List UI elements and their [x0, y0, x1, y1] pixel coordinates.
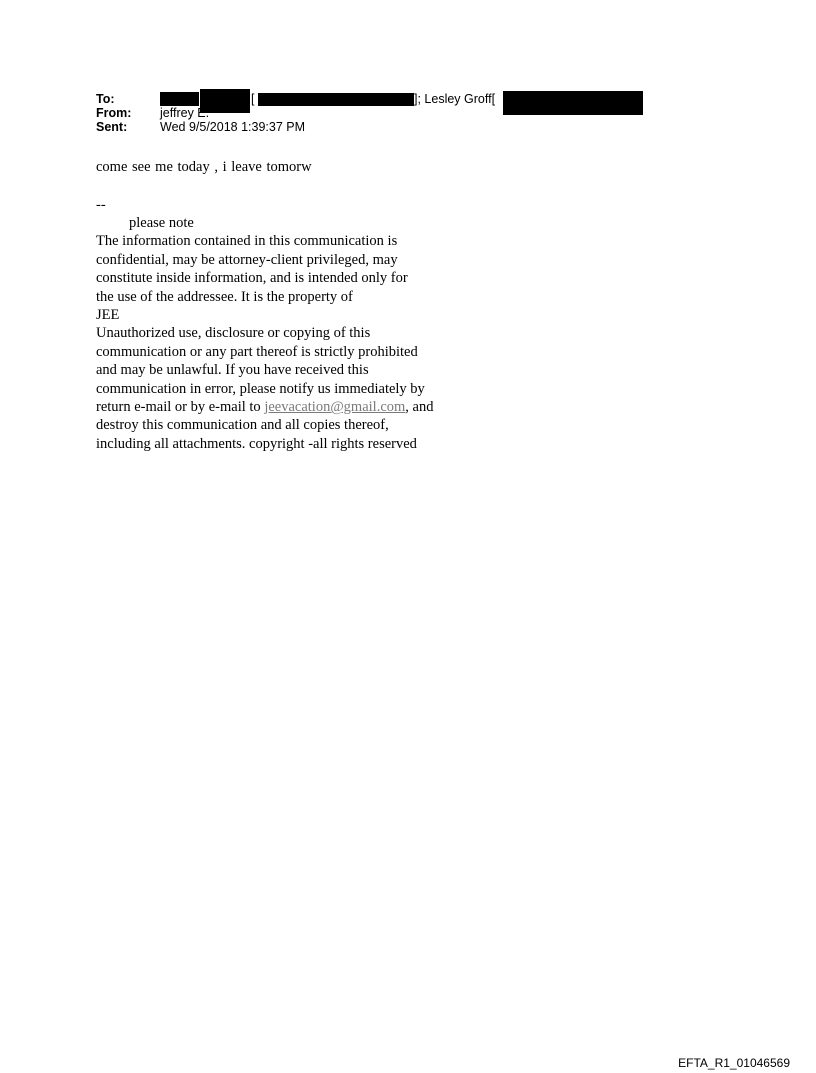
- disclaimer-line: communication in error, please notify us immediately by: [96, 380, 425, 397]
- to-bracket-open: [: [251, 92, 255, 106]
- redaction-block: [503, 91, 643, 115]
- sent-label: Sent:: [96, 120, 128, 134]
- disclaimer-line: confidential, may be attorney-client privileged, may: [96, 251, 398, 268]
- disclaimer-return-line: [96, 398, 433, 416]
- disclaimer-line: the use of the addressee. It is the property of: [96, 288, 353, 305]
- contact-email-link[interactable]: jeevacation@gmail.com: [264, 399, 406, 416]
- disclaimer-line: including all attachments. copyright -all rights reserved: [96, 435, 417, 452]
- disclaimer-line: The information contained in this communication is: [96, 233, 398, 250]
- return-line-suffix: , and: [405, 399, 434, 416]
- return-line-prefix: return e-mail or by e-mail to: [96, 399, 265, 416]
- sent-value: Wed 9/5/2018 1:39:37 PM: [160, 120, 306, 134]
- from-value: jeffrey E.: [160, 106, 210, 120]
- document-id: EFTA_R1_01046569: [678, 1056, 790, 1070]
- redaction-block: [160, 92, 199, 106]
- disclaimer-line: Unauthorized use, disclosure or copying of this: [96, 325, 371, 342]
- disclaimer-line: destroy this communication and all copies thereof,: [96, 417, 389, 434]
- note-heading: please note: [129, 215, 194, 231]
- signature-separator: --: [96, 197, 106, 213]
- disclaimer-block: [96, 214, 433, 453]
- to-label: To:: [96, 92, 115, 106]
- disclaimer-line: and may be unlawful. If you have received this: [96, 362, 369, 379]
- disclaimer-line: JEE: [96, 307, 120, 324]
- message-body: come see me today , i leave tomorw: [96, 159, 312, 175]
- disclaimer-line: constitute inside information, and is intended only for: [96, 270, 408, 287]
- from-label: From:: [96, 106, 132, 120]
- to-recipients-text: ]; Lesley Groff[: [414, 92, 496, 106]
- redaction-block: [258, 93, 414, 106]
- disclaimer-line: communication or any part thereof is strictly prohibited: [96, 343, 418, 360]
